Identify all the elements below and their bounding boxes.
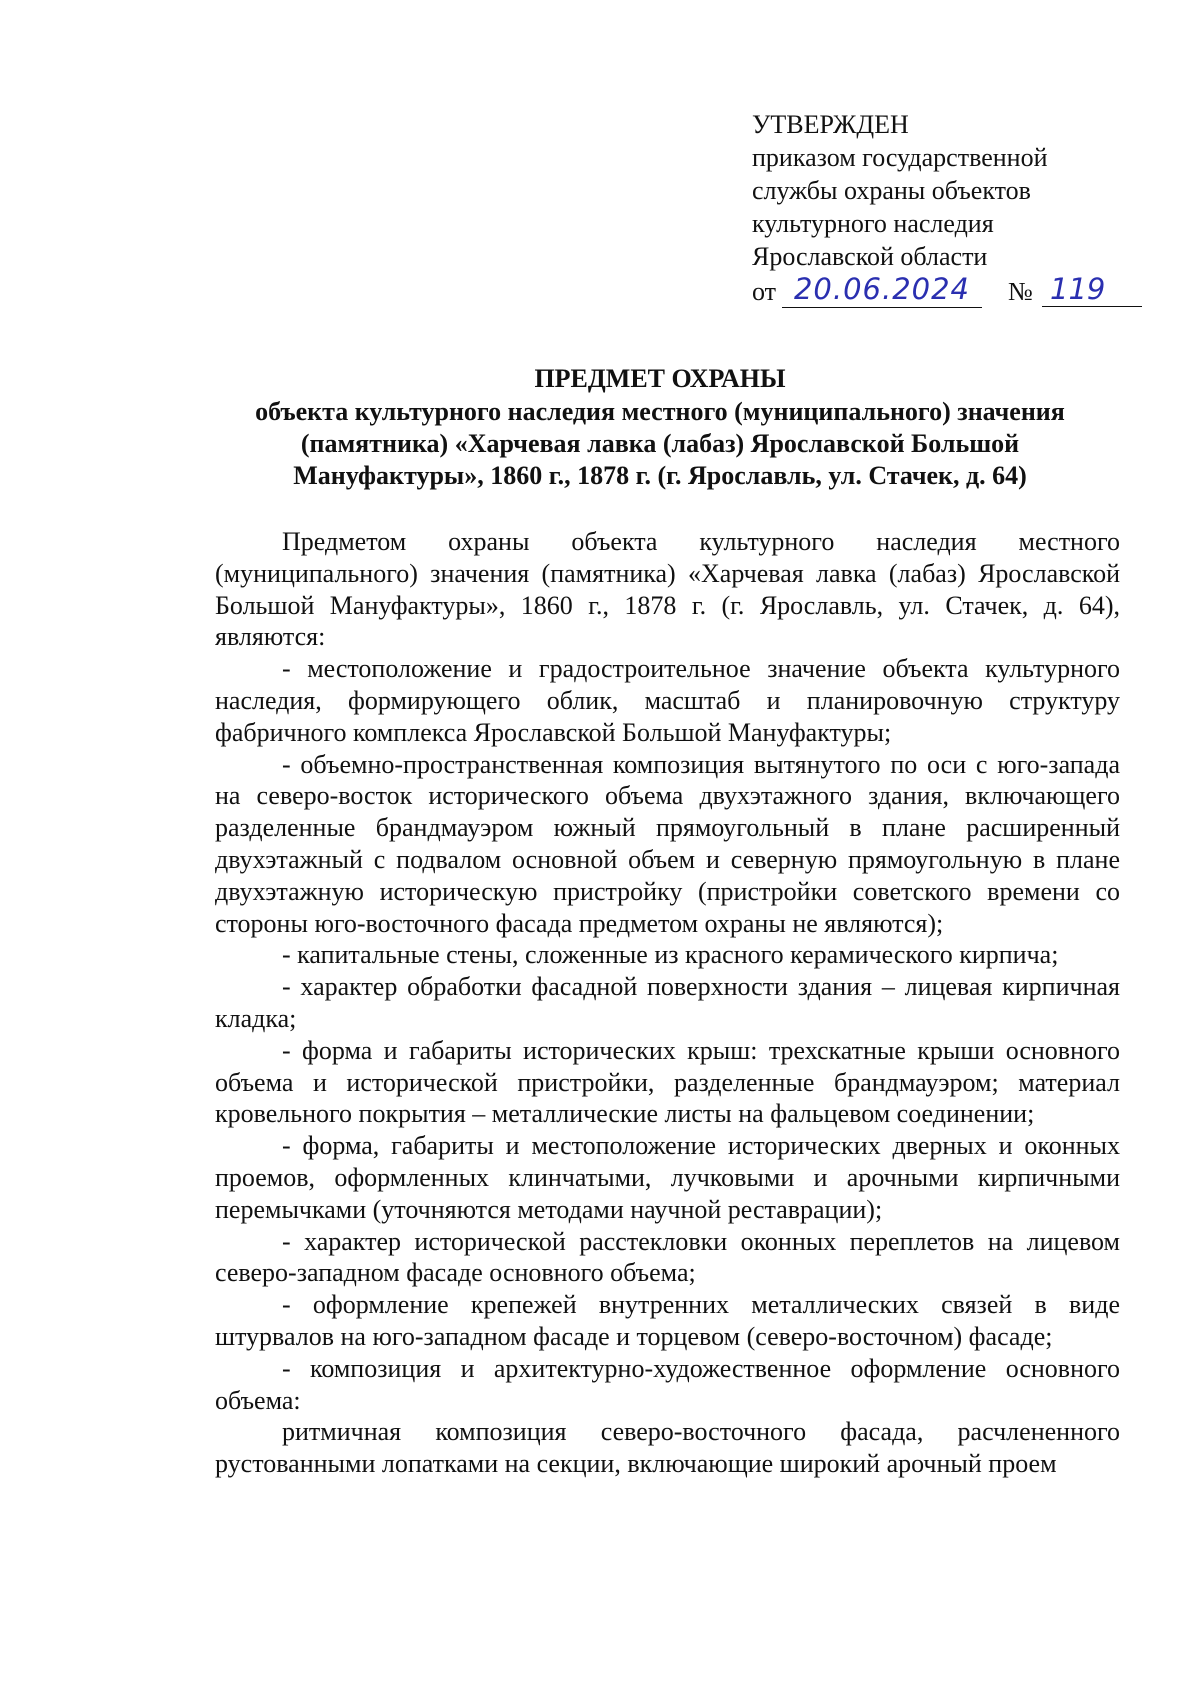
order-date-number-row: [752, 273, 1152, 313]
body-paragraph: - характер обработки фасадной поверхности здания – лицевая кирпичная кладка;: [215, 972, 1120, 1033]
approval-heading: УТВЕРЖДЕН: [752, 110, 909, 139]
approval-line: приказом государственной: [752, 143, 1048, 172]
date-prefix: от: [752, 277, 777, 306]
body-paragraph: Предметом охраны объекта культурного наследия местного (муниципального) значения (памятника) «Харчевая лавка (лабаз) Ярославской Большой Мануфактуры», 1860 г., 1878 г. (г. Ярославль, ул. Стачек, д. 64), являются:: [215, 527, 1120, 652]
document-title-block: [200, 363, 1120, 492]
number-sign: №: [1008, 277, 1033, 306]
approval-line: культурного наследия: [752, 209, 994, 238]
body-paragraph: ритмичная композиция северо-восточного фасада, расчлененного рустованными лопатками на секции, включающие широкий арочный проем: [215, 1417, 1120, 1479]
document-subtitle-line: Мануфактуры», 1860 г., 1878 г. (г. Ярославль, ул. Стачек, д. 64): [293, 461, 1027, 490]
handwritten-order-number: 119: [1042, 273, 1142, 307]
body-paragraph: - оформление крепежей внутренних металлических связей в виде штурвалов на юго-западном фасаде и торцевом (северо-восточном) фасаде;: [215, 1290, 1120, 1351]
document-subtitle-line: (памятника) «Харчевая лавка (лабаз) Ярославской Большой: [300, 429, 1020, 458]
document-body: [215, 526, 1120, 1480]
handwritten-order-date: 20.06.2024: [782, 273, 982, 308]
document-subtitle-line: объекта культурного наследия местного (муниципального) значения: [255, 397, 1065, 426]
body-paragraph: - капитальные стены, сложенные из красного керамического кирпича;: [282, 940, 1059, 970]
body-paragraph: - характер исторической расстекловки оконных переплетов на лицевом северо-западном фасаде основного объема;: [215, 1226, 1120, 1288]
body-paragraph: - форма, габариты и местоположение исторических дверных и оконных проемов, оформленных клинчатыми, лучковыми и арочными кирпичными перемычками (уточняются методами научной реставрации);: [215, 1131, 1120, 1224]
body-paragraph: - композиция и архитектурно-художественное оформление основного объема:: [215, 1353, 1120, 1415]
document-title: ПРЕДМЕТ ОХРАНЫ: [534, 364, 786, 393]
approval-line: Ярославской области: [752, 242, 988, 271]
body-paragraph: - местоположение и градостроительное значение объекта культурного наследия, формирующего облик, масштаб и планировочную структуру фабричного комплекса Ярославской Большой Мануфактуры;: [215, 654, 1120, 747]
approval-stamp-block: [752, 108, 1152, 313]
approval-line: службы охраны объектов: [752, 176, 1031, 205]
body-paragraph: - форма и габариты исторических крыш: трехскатные крыши основного объема и исторической пристройки, разделенные брандмауэром; материал кровельного покрытия – металлические листы на фальцевом соединении;: [215, 1035, 1120, 1129]
body-paragraph: - объемно-пространственная композиция вытянутого по оси с юго-запада на северо-восток исторического объема двухэтажного здания, включающего разделенные брандмауэром южный прямоугольный в плане расширенный двухэтажный с подвалом основной объем и северную прямоугольную в плане двухэтажную историческую пристройку (пристройки советского времени со стороны юго-восточного фасада предметом охраны не являются);: [215, 749, 1120, 938]
